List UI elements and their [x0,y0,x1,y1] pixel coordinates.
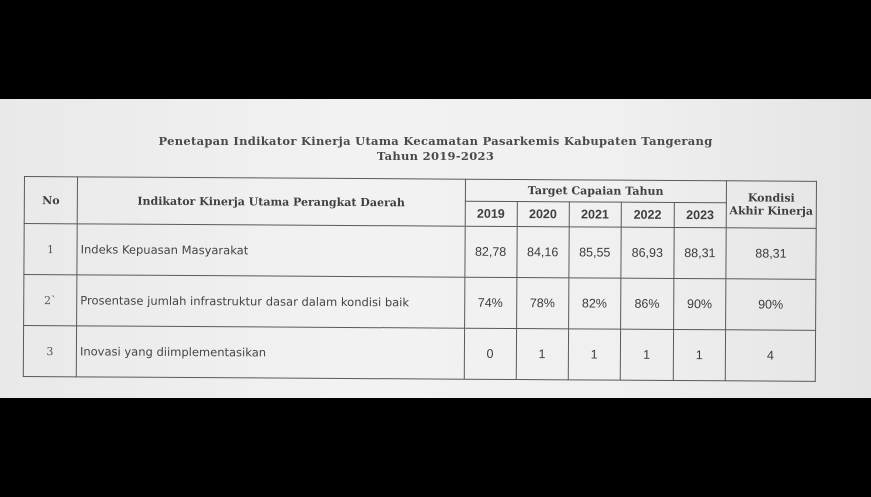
document-photo [0,99,871,398]
target-value: 84,16 [516,227,568,278]
header-indikator: Indikator Kinerja Utama Perangkat Daerah [77,177,465,226]
target-value: 1 [620,329,673,380]
header-year: 2020 [517,202,569,227]
target-value: 1 [568,329,620,380]
header-row [24,177,816,204]
target-value: 82% [568,278,620,329]
row-number: 1 [24,224,77,275]
target-value: 74% [464,277,516,328]
target-value: 86,93 [621,227,674,278]
row-number: 3 [23,326,76,377]
target-value: 85,55 [569,227,621,278]
document-subtitle: Tahun 2019-2023 [376,149,495,163]
target-value: 86% [620,278,673,329]
table-row [23,326,815,382]
target-value: 0 [464,328,516,379]
document-title: Penetapan Indikator Kinerja Utama Kecamatan Pasarkemis Kabupaten Tangerang [158,134,713,148]
target-value: 78% [516,278,568,329]
row-number: 2` [24,275,77,326]
header-kondisi [726,181,816,229]
target-value: 88,31 [674,227,726,278]
target-value: 1 [516,329,568,380]
final-condition-value: 90% [725,279,815,331]
target-value: 82,78 [464,226,516,277]
indicator-name: Inovasi yang diimplementasikan [76,326,464,379]
target-value: 90% [673,278,725,329]
table-row [24,224,816,280]
indicator-name: Indeks Kepuasan Masyarakat [77,224,465,277]
final-condition-value: 88,31 [726,228,816,280]
header-kondisi-line2: Akhir Kinerja [729,204,814,218]
indicator-name: Prosentase jumlah infrastruktur dasar dalam kondisi baik [77,275,465,328]
header-target: Target Capaian Tahun [465,179,726,203]
final-condition-value: 4 [725,330,815,382]
header-year: 2019 [465,201,517,226]
performance-table [23,176,817,382]
table-row [24,275,816,331]
header-year: 2023 [674,202,726,227]
header-no: No [24,177,77,224]
header-year: 2022 [621,202,674,227]
header-kondisi-line1: Kondisi [747,191,795,205]
target-value: 1 [673,329,725,380]
header-year: 2021 [569,202,621,227]
